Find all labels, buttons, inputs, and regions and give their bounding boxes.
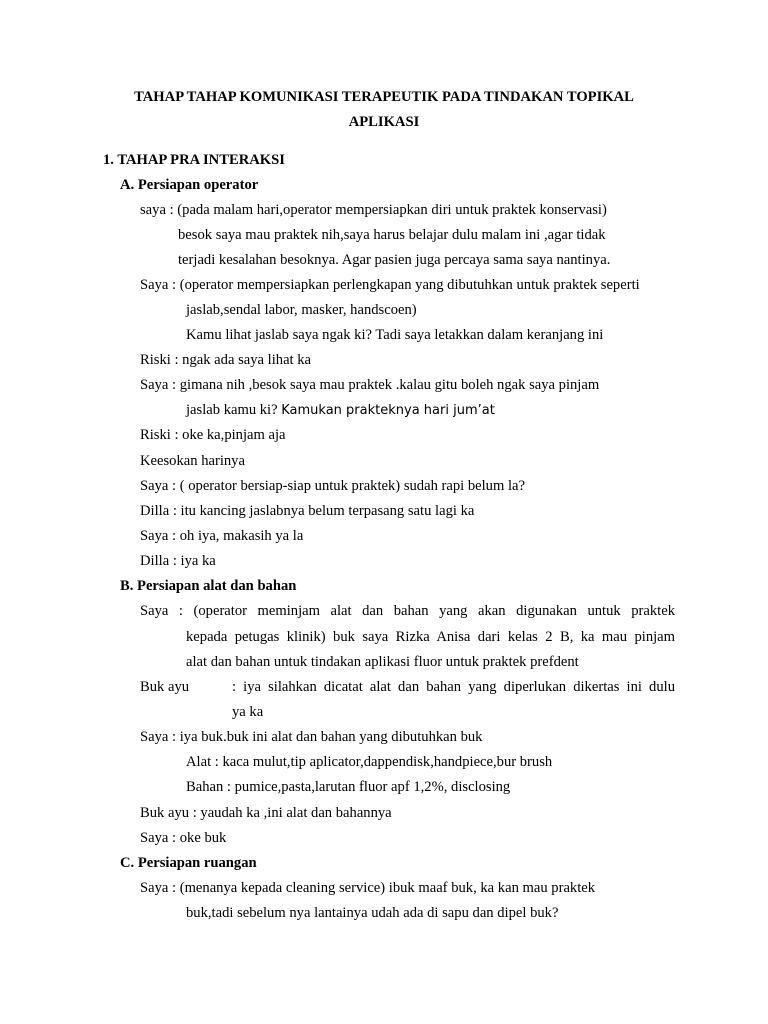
subsection-a-heading: A. Persiapan operator (120, 177, 259, 193)
dialogue-line: Saya : (menanya kepada cleaning service) ibuk maaf buk, ka kan mau praktek (140, 880, 596, 896)
speaker-label: Buk ayu (140, 679, 190, 695)
paragraph-line: saya : (pada malam hari,operator mempersiapkan diri untuk praktek konservasi) (140, 202, 607, 218)
paragraph-line: Kamu lihat jaslab saya ngak ki? Tadi saya letakkan dalam keranjang ini (186, 327, 604, 343)
dialogue-line: Saya : oke buk (140, 830, 227, 846)
dialogue-line: Saya : oh iya, makasih ya la (140, 528, 304, 544)
paragraph-line: besok saya mau praktek nih,saya harus belajar dulu malam ini ,agar tidak (178, 227, 606, 243)
dialogue-line: Dilla : itu kancing jaslabnya belum terpasang satu lagi ka (140, 503, 475, 519)
paragraph-line: Saya : (operator mempersiapkan perlengkapan yang dibutuhkan untuk praktek seperti (140, 277, 640, 293)
document-title-line-2: APLIKASI (348, 114, 420, 130)
dialogue-line: Saya : (operator meminjam alat dan bahan yang akan digunakan untuk praktek (140, 603, 675, 619)
tools-list: Alat : kaca mulut,tip aplicator,dappendisk,handpiece,bur brush (186, 754, 553, 770)
dialogue-text-alt-font: Kamukan prakteknya hari jum’at (281, 403, 495, 418)
dialogue-line-continued (186, 401, 495, 420)
dialogue-line: Buk ayu : yaudah ka ,ini alat dan bahannya (140, 805, 392, 821)
subsection-b-heading: B. Persiapan alat dan bahan (120, 578, 297, 594)
paragraph-line: terjadi kesalahan besoknya. Agar pasien juga percaya sama saya nantinya. (178, 252, 611, 268)
materials-list: Bahan : pumice,pasta,larutan fluor apf 1,2%, disclosing (186, 779, 511, 795)
dialogue-line-continued: alat dan bahan untuk tindakan aplikasi fluor untuk praktek prefdent (186, 654, 579, 670)
dialogue-line: Riski : ngak ada saya lihat ka (140, 352, 312, 368)
paragraph-line: jaslab,sendal labor, masker, handscoen) (186, 302, 417, 318)
subsection-c-heading: C. Persiapan ruangan (120, 855, 257, 871)
dialogue-line-continued: ya ka (232, 704, 264, 720)
dialogue-text: jaslab kamu ki? (186, 402, 282, 418)
dialogue-line-continued: kepada petugas klinik) buk saya Rizka Anisa dari kelas 2 B, ka mau pinjam (186, 629, 675, 645)
dialogue-line: Riski : oke ka,pinjam aja (140, 427, 286, 443)
dialogue-line: : iya silahkan dicatat alat dan bahan yang diperlukan dikertas ini dulu (232, 679, 675, 695)
dialogue-line: Saya : gimana nih ,besok saya mau praktek .kalau gitu boleh ngak saya pinjam (140, 377, 600, 393)
paragraph-line: Keesokan harinya (140, 453, 245, 469)
dialogue-line: Saya : ( operator bersiap-siap untuk praktek) sudah rapi belum la? (140, 478, 525, 494)
document-title-line-1: TAHAP TAHAP KOMUNIKASI TERAPEUTIK PADA TINDAKAN TOPIKAL (134, 89, 634, 105)
dialogue-line: Saya : iya buk.buk ini alat dan bahan yang dibutuhkan buk (140, 729, 483, 745)
dialogue-line-continued: buk,tadi sebelum nya lantainya udah ada di sapu dan dipel buk? (186, 905, 559, 921)
dialogue-line: Dilla : iya ka (140, 553, 216, 569)
section-1-heading: 1. TAHAP PRA INTERAKSI (103, 152, 285, 168)
